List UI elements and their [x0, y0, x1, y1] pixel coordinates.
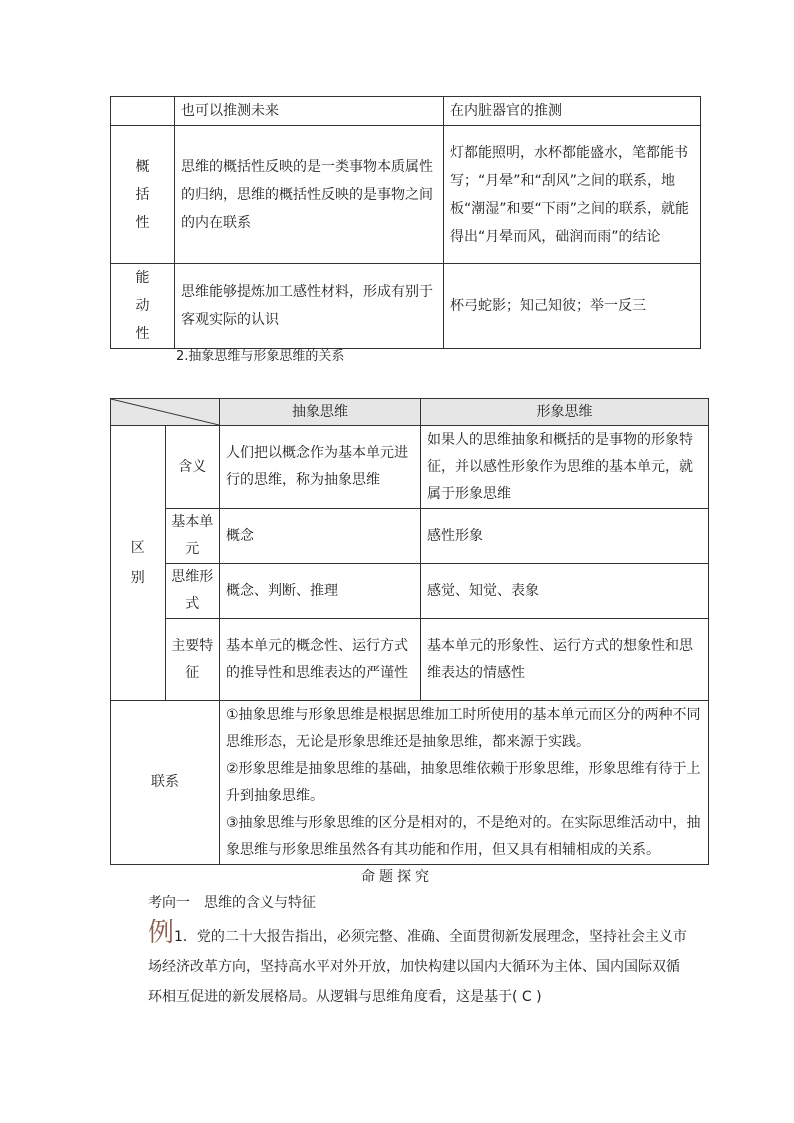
table-row: [111, 264, 701, 349]
table-row: [111, 426, 709, 509]
row-label: [111, 97, 175, 126]
relation-item: ②形象思维是抽象思维的基础，抽象思维依赖于形象思维，形象思维有待于上升到抽象思维。: [226, 760, 701, 804]
difference-label: [111, 426, 166, 701]
direction-heading: 考向一 思维的含义与特征: [148, 895, 316, 911]
row-label: [111, 264, 175, 349]
image-cell: 感觉、知觉、表象: [421, 564, 709, 619]
row-desc: 也可以推测未来: [175, 97, 444, 126]
row-example: 杯弓蛇影；知己知彼；举一反三: [444, 264, 701, 349]
example-question: [148, 918, 693, 1012]
abstract-vs-image-table: [110, 398, 709, 865]
table-row: [111, 619, 709, 701]
abstract-cell: 人们把以概念作为基本单元进行的思维，称为抽象思维: [220, 426, 421, 509]
relation-content: [220, 701, 709, 865]
relation-item: ③抽象思维与形象思维的区分是相对的，不是绝对的。在实际思维活动中，抽象思维与形象思维虽然各有其功能和作用，但又具有相辅相成的关系。: [226, 814, 701, 858]
row-example: 在内脏器官的推测: [444, 97, 701, 126]
thinking-features-table: [110, 96, 701, 349]
row-example: 灯都能照明，水杯都能盛水，笔都能书写；“月晕”和“刮风”之间的联系，地板“潮湿”和要“下雨”之间的联系，就能得出“月晕而风，础润而雨”的结论: [444, 126, 701, 264]
abstract-cell: 概念、判断、推理: [220, 564, 421, 619]
row-label: [111, 126, 175, 264]
table-row: [111, 701, 709, 865]
header-image: 形象思维: [421, 399, 709, 426]
table-row: [111, 97, 701, 126]
row-desc: 思维能够提炼加工感性材料，形成有别于客观实际的认识: [175, 264, 444, 349]
header-abstract: 抽象思维: [220, 399, 421, 426]
relation-label: 联系: [111, 701, 220, 865]
header-row: [111, 399, 709, 426]
row-label: 基本单元: [165, 509, 220, 564]
difference-label-text: 区 别: [130, 540, 145, 586]
example-mark: 例: [148, 918, 175, 948]
image-cell: 基本单元的形象性、运行方式的想象性和思维表达的情感性: [421, 619, 709, 701]
table-row: [111, 509, 709, 564]
abstract-cell: 基本单元的概念性、运行方式的推导性和思维表达的严谨性: [220, 619, 421, 701]
row-desc: 思维的概括性反映的是一类事物本质属性的归纳，思维的概括性反映的是事物之间的内在联系: [175, 126, 444, 264]
generalization-label: 概 括 性: [135, 158, 150, 231]
row-label: 主要特征: [165, 619, 220, 701]
image-cell: 感性形象: [421, 509, 709, 564]
row-label: 含义: [165, 426, 220, 509]
image-cell: 如果人的思维抽象和概括的是事物的形象特征，并以感性形象作为思维的基本单元，就属于形象思维: [421, 426, 709, 509]
example-text: 1．党的二十大报告指出，必须完整、准确、全面贯彻新发展理念，坚持社会主义市场经济改革方向，坚持高水平对外开放，加快构建以国内大循环为主体、国内国际双循环相互促进的新发展格局。从逻辑与思维角度看，这是基于( C ): [148, 929, 687, 1005]
table-row: [111, 126, 701, 264]
abstract-cell: 概念: [220, 509, 421, 564]
diagonal-header-cell: [111, 399, 220, 426]
row-label: 思维形式: [165, 564, 220, 619]
table-caption: 2.抽象思维与形象思维的关系: [176, 349, 345, 364]
section-title: 命题探究: [361, 869, 433, 885]
relation-item: ①抽象思维与形象思维是根据思维加工时所使用的基本单元而区分的两种不同思维形态，无论是形象思维还是抽象思维，都来源于实践。: [226, 706, 701, 750]
table-row: [111, 564, 709, 619]
diagonal-line: [111, 399, 219, 425]
initiative-label: 能 动 性: [135, 270, 150, 342]
